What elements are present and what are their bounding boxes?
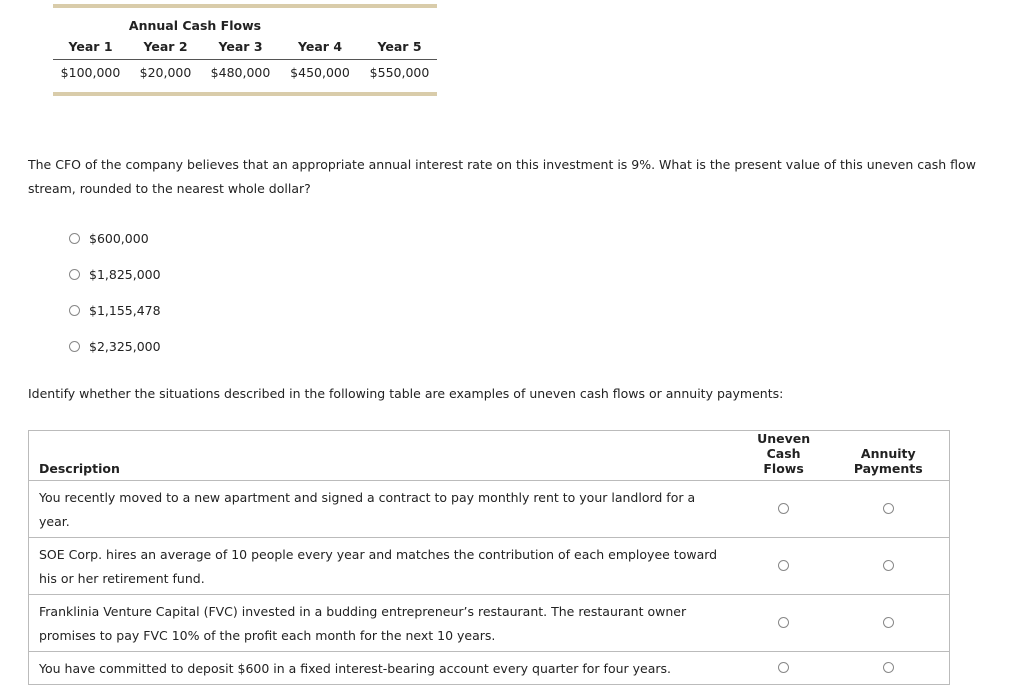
option-label: $1,825,000 — [89, 266, 161, 282]
option-1[interactable] — [69, 220, 161, 256]
cash-flow-table — [53, 4, 437, 96]
value-year-1: $100,000 — [60, 65, 121, 80]
row-description: You recently moved to a new apartment and signed a contract to pay monthly rent to your landlord for a year. — [29, 481, 740, 538]
radio-button[interactable] — [778, 503, 789, 514]
header-annuity-line2: Payments — [853, 461, 923, 476]
header-year-2: Year 2 — [143, 39, 188, 54]
header-annuity-line1: Annuity — [860, 446, 916, 461]
cash-flow-header-row — [53, 35, 437, 60]
value-year-3: $480,000 — [210, 65, 271, 80]
cash-flow-title-text: Annual Cash Flows — [128, 18, 262, 33]
header-year-4: Year 4 — [297, 39, 343, 54]
annuity-radio-cell[interactable] — [828, 538, 950, 595]
radio-button[interactable] — [69, 269, 80, 280]
radio-button[interactable] — [883, 560, 894, 571]
radio-button[interactable] — [883, 617, 894, 628]
option-label: $1,155,478 — [89, 302, 161, 318]
uneven-radio-cell[interactable] — [740, 481, 828, 538]
header-description: Description — [39, 461, 120, 476]
value-year-5: $550,000 — [369, 65, 430, 80]
cash-flow-title — [0, 16, 437, 35]
header-year-1: Year 1 — [68, 39, 113, 54]
radio-button[interactable] — [69, 341, 80, 352]
identify-prompt: Identify whether the situations described in the following table are examples of uneven cash flows or annuity payments: — [28, 386, 784, 401]
uneven-radio-cell[interactable] — [740, 538, 828, 595]
radio-button[interactable] — [778, 662, 789, 673]
option-3[interactable] — [69, 292, 161, 328]
annuity-radio-cell[interactable] — [828, 652, 950, 685]
row-description: SOE Corp. hires an average of 10 people every year and matches the contribution of each employee toward his or her retirement fund. — [29, 538, 740, 595]
radio-button[interactable] — [778, 617, 789, 628]
radio-button[interactable] — [778, 560, 789, 571]
header-uneven-line2: Flows — [763, 461, 804, 476]
question-text: The CFO of the company believes that an appropriate annual interest rate on this investment is 9%. What is the present value of this uneven cash flow stream, rounded to the nearest whole dollar? — [28, 157, 976, 196]
situations-table — [28, 430, 950, 685]
header-uneven-line1: Uneven Cash — [757, 431, 811, 461]
annuity-radio-cell[interactable] — [828, 595, 950, 652]
uneven-radio-cell[interactable] — [740, 652, 828, 685]
row-description: Franklinia Venture Capital (FVC) invested in a budding entrepreneur’s restaurant. The restaurant owner promises to pay FVC 10% of the profit each month for the next 10 years. — [29, 595, 740, 652]
table-row — [29, 595, 950, 652]
radio-button[interactable] — [883, 662, 894, 673]
bottom-divider — [53, 92, 437, 96]
header-year-3: Year 3 — [218, 39, 263, 54]
uneven-radio-cell[interactable] — [740, 595, 828, 652]
annuity-radio-cell[interactable] — [828, 481, 950, 538]
table-row — [29, 481, 950, 538]
row-description: You have committed to deposit $600 in a fixed interest-bearing account every quarter for four years. — [29, 652, 740, 685]
top-divider — [53, 4, 437, 8]
cash-flow-value-row — [53, 60, 437, 86]
answer-options — [69, 220, 161, 364]
header-annuity-payments — [828, 431, 950, 481]
option-label: $600,000 — [89, 230, 149, 246]
value-year-4: $450,000 — [290, 65, 350, 80]
radio-button[interactable] — [883, 503, 894, 514]
table-row — [29, 652, 950, 685]
radio-button[interactable] — [69, 305, 80, 316]
radio-button[interactable] — [69, 233, 80, 244]
table-row — [29, 538, 950, 595]
option-2[interactable] — [69, 256, 161, 292]
header-year-5: Year 5 — [377, 39, 422, 54]
value-year-2: $20,000 — [139, 65, 192, 80]
option-label: $2,325,000 — [89, 338, 161, 354]
option-4[interactable] — [69, 328, 161, 364]
header-uneven-cash-flows — [740, 431, 828, 481]
table-header-row — [29, 431, 950, 481]
